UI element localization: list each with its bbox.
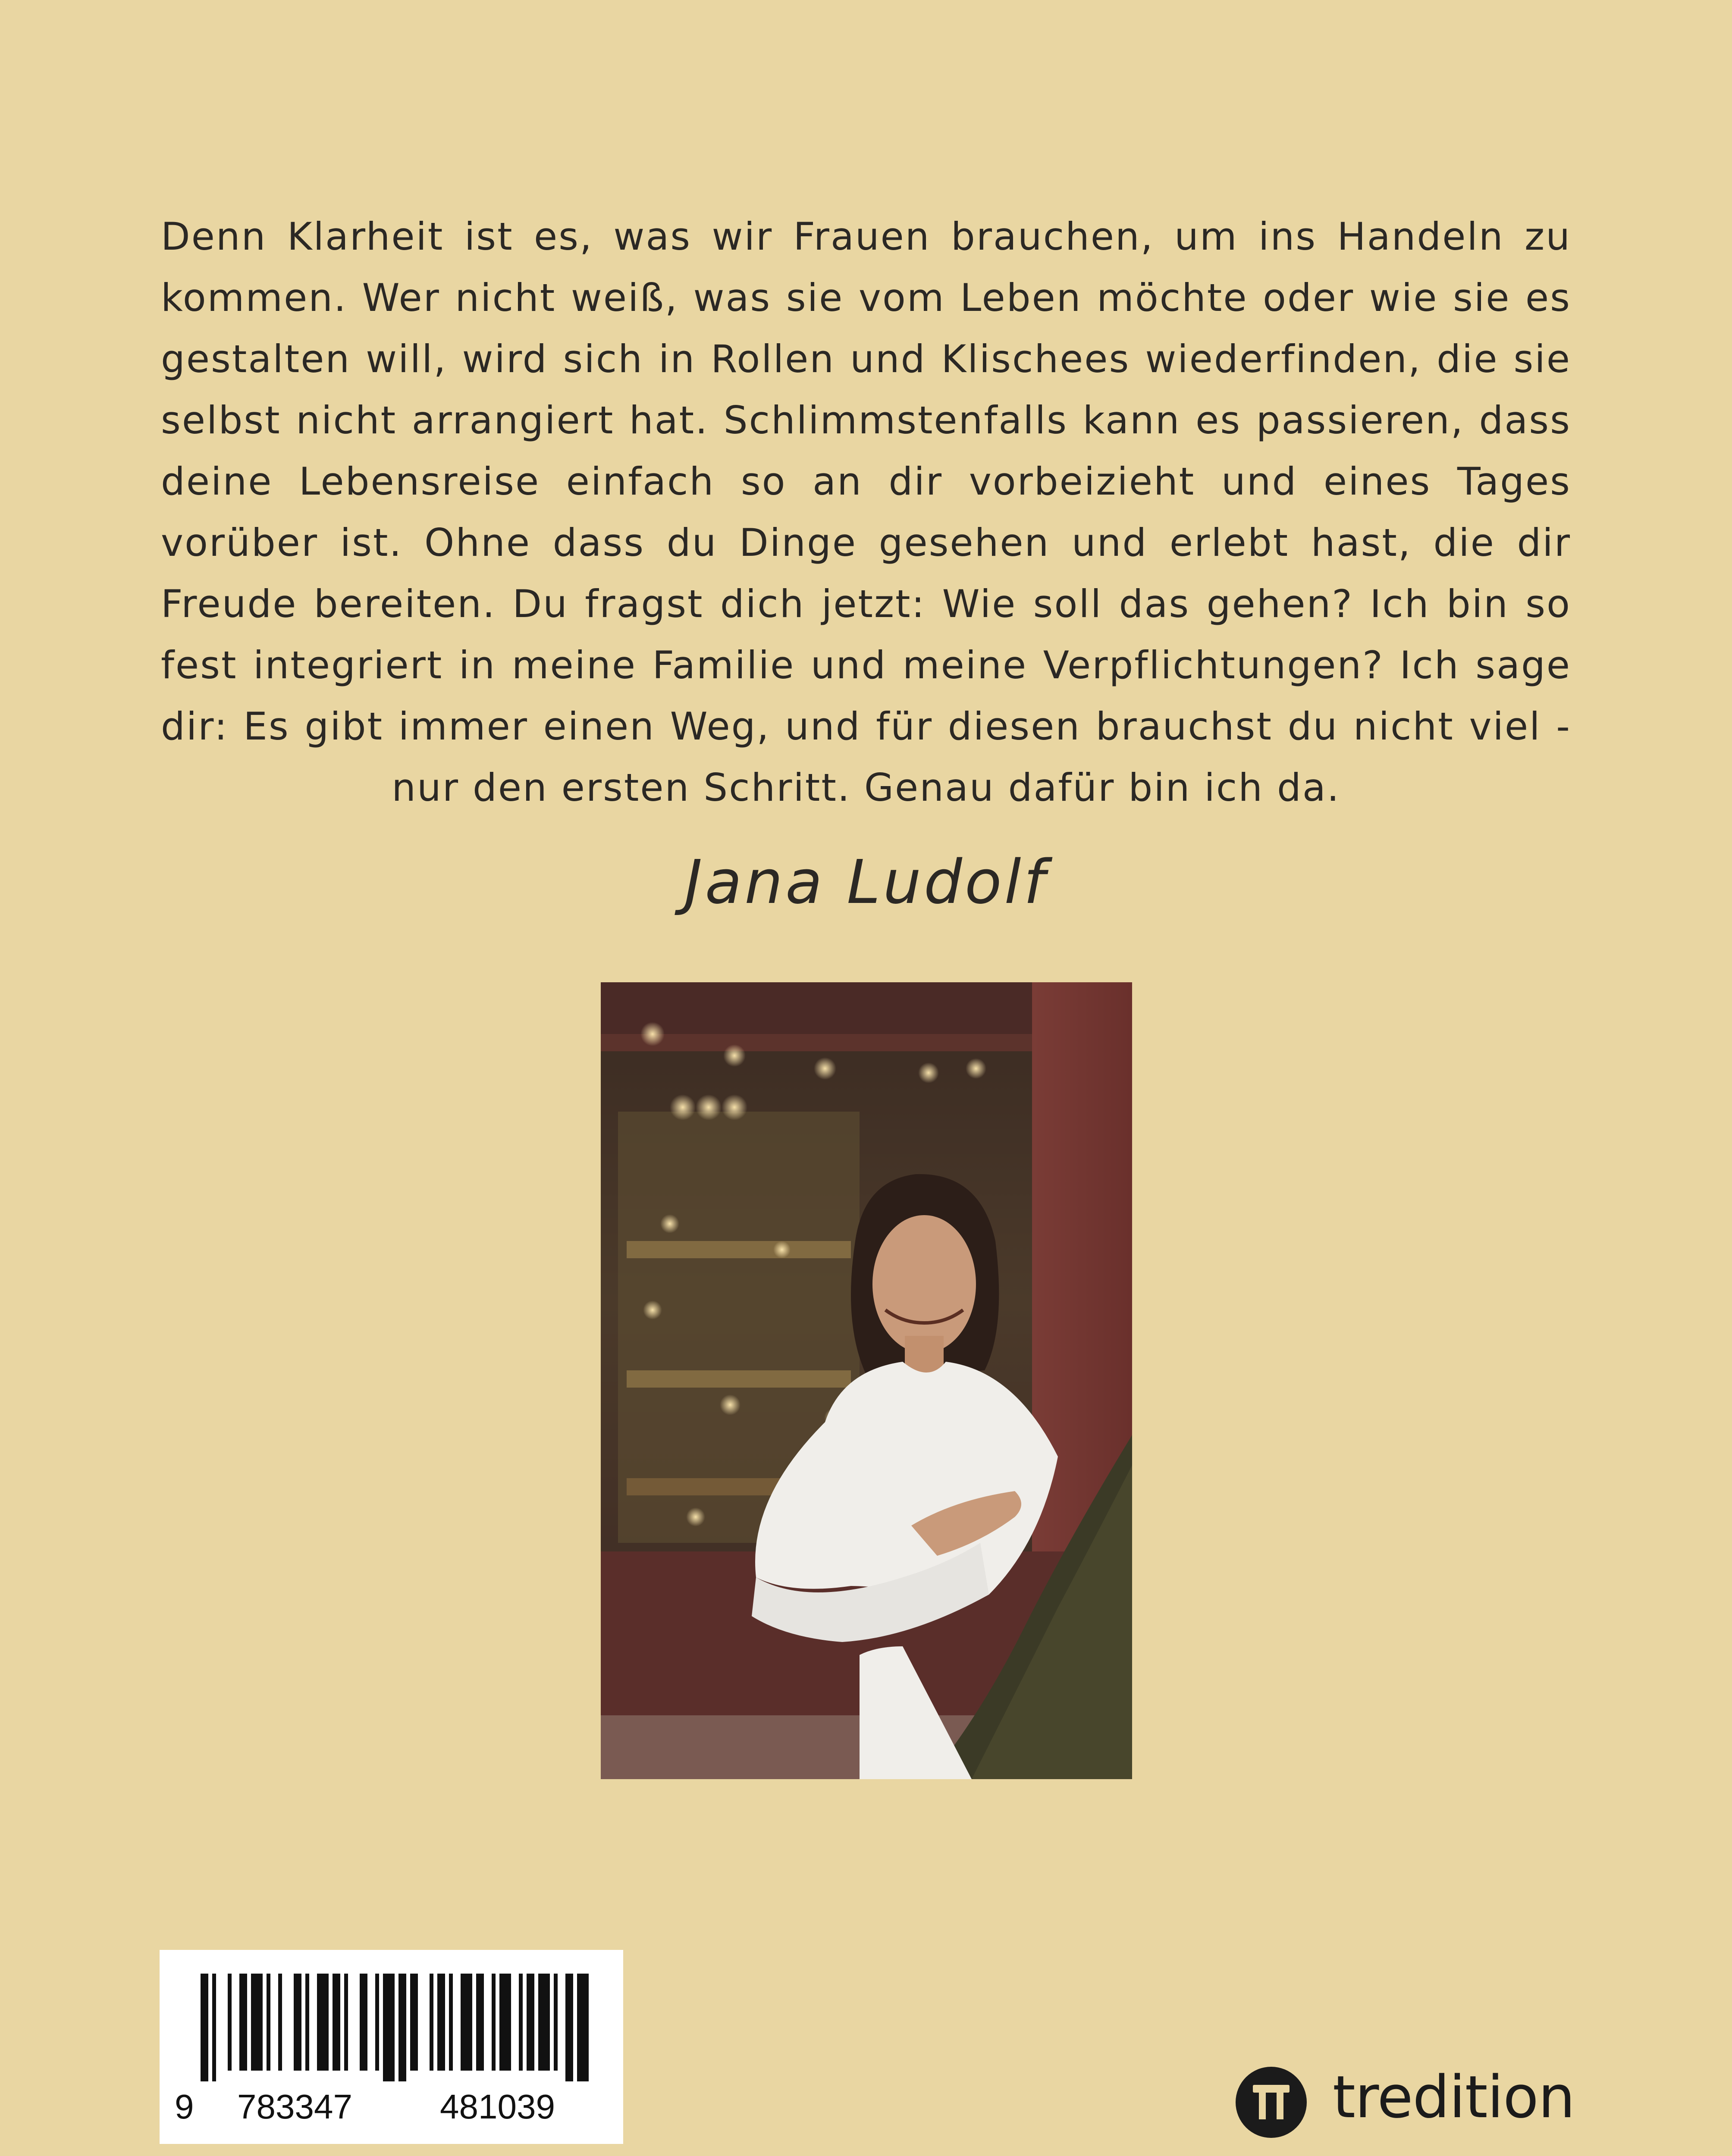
barcode-bar [565, 1974, 573, 2081]
author-name: Jana Ludolf [684, 847, 1048, 918]
barcode-bar [476, 1974, 484, 2071]
barcode-bar [251, 1974, 263, 2071]
barcode-bar [383, 1974, 395, 2081]
blurb-line: dir: Es gibt immer einen Weg, und für diesen brauchst du nicht viel - [161, 704, 1571, 749]
barcode-bars [160, 1950, 623, 2092]
blurb-line: Freude bereiten. Du fragst dich jetzt: Wie soll das gehen? Ich bin so [161, 582, 1571, 626]
blurb-line: kommen. Wer nicht weiß, was sie vom Leben möchte oder wie sie es [161, 276, 1571, 320]
barcode-bar [267, 1974, 270, 2071]
publisher-brand [1236, 2059, 1581, 2145]
barcode-bar [317, 1974, 329, 2071]
barcode-bar [519, 1974, 523, 2071]
barcode-bar [527, 1974, 534, 2071]
barcode-bar [212, 1974, 216, 2081]
barcode-bar [333, 1974, 340, 2071]
barcode-bar [538, 1974, 550, 2071]
blurb-line: fest integriert in meine Familie und meine Verpflichtungen? Ich sage [161, 643, 1571, 687]
barcode-bar [228, 1974, 232, 2071]
barcode-bar [360, 1974, 367, 2071]
isbn-digits [160, 2087, 623, 2134]
barcode-bar [449, 1974, 453, 2071]
barcode-bar [554, 1974, 558, 2071]
barcode-bar [239, 1974, 247, 2071]
isbn-digit-first: 9 [175, 2087, 194, 2126]
barcode-bar [430, 1974, 433, 2071]
isbn-digits-left: 783347 [237, 2087, 352, 2126]
blurb-line: nur den ersten Schritt. Genau dafür bin ich da. [392, 765, 1340, 810]
blurb-line: deine Lebensreise einfach so an dir vorbeizieht und eines Tages [161, 459, 1571, 504]
barcode-bar [410, 1974, 418, 2071]
author-photo-image [601, 982, 1132, 1779]
barcode-bar [344, 1974, 348, 2071]
publisher-name: tredition [1333, 2063, 1575, 2131]
barcode-bar [398, 1974, 406, 2081]
blurb-line: gestalten will, wird sich in Rollen und Klischees wiederfinden, die sie [161, 337, 1571, 381]
barcode-bar [492, 1974, 496, 2071]
barcode-bar [461, 1974, 472, 2071]
blurb-text [161, 206, 1571, 818]
isbn-barcode [160, 1950, 623, 2144]
blurb-line: vorüber ist. Ohne dass du Dinge gesehen und erlebt hast, die dir [161, 520, 1571, 565]
isbn-digits-right: 481039 [440, 2087, 555, 2126]
barcode-bar [294, 1974, 301, 2071]
barcode-bar [577, 1974, 589, 2081]
blurb-line: Denn Klarheit ist es, was wir Frauen brauchen, um ins Handeln zu [161, 214, 1571, 259]
author-photo [601, 982, 1132, 1779]
barcode-bar [201, 1974, 208, 2081]
barcode-bar [437, 1974, 445, 2071]
tredition-logo-icon [1236, 2067, 1307, 2138]
barcode-bar [499, 1974, 511, 2071]
barcode-bar [375, 1974, 379, 2071]
barcode-bar [278, 1974, 282, 2071]
barcode-bar [305, 1974, 309, 2071]
blurb-line: selbst nicht arrangiert hat. Schlimmstenfalls kann es passieren, dass [161, 398, 1571, 442]
